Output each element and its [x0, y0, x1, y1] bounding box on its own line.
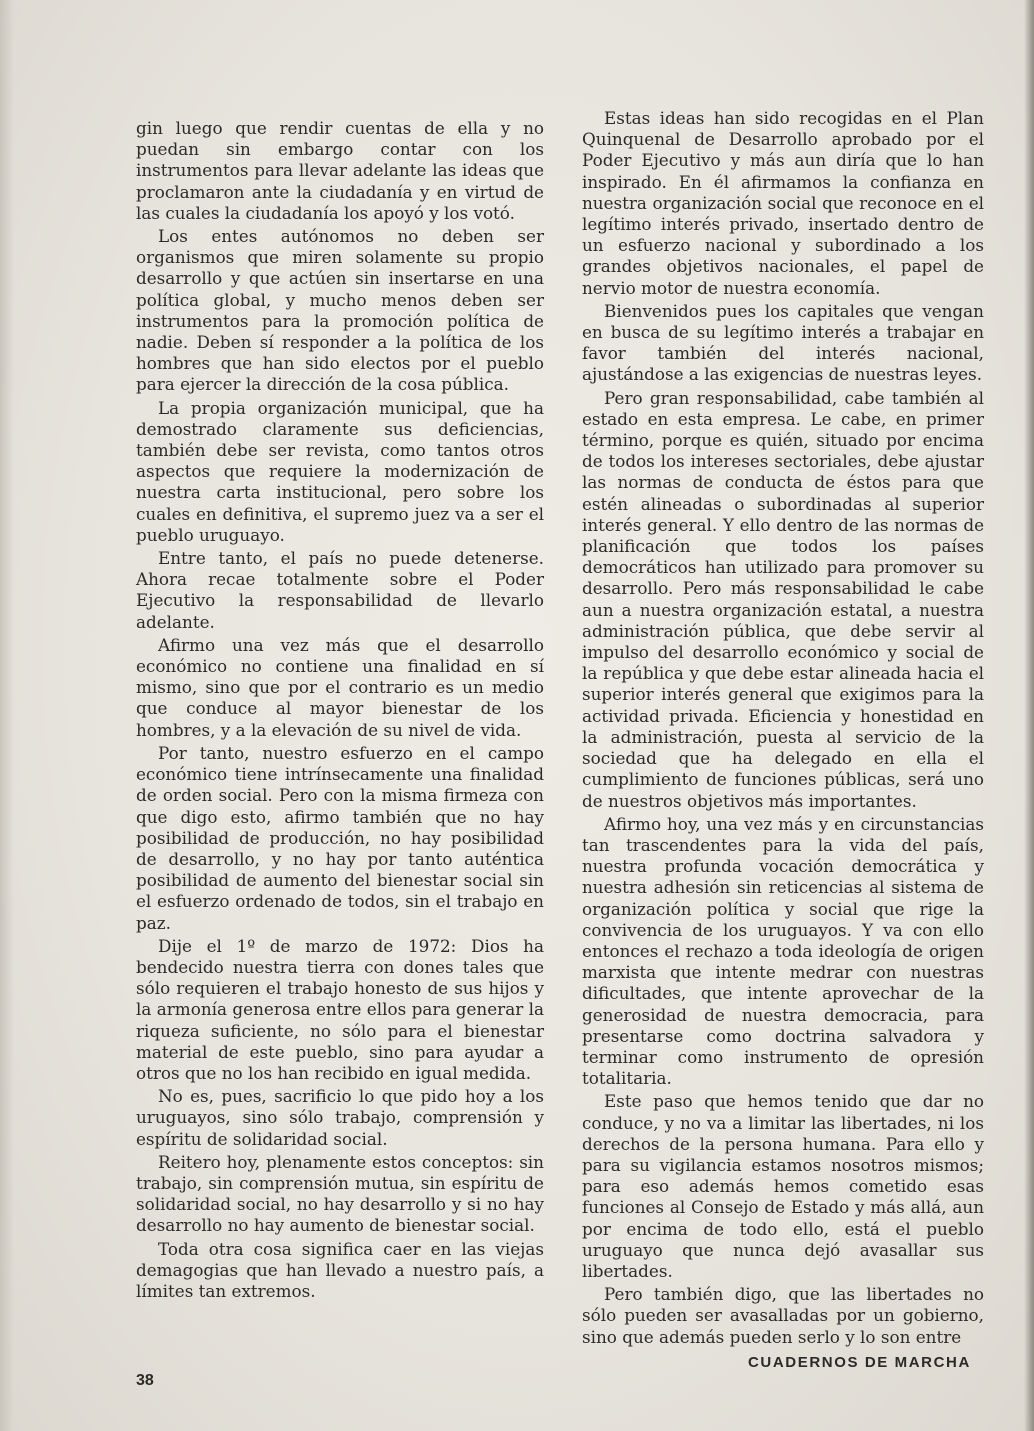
page-edge-shadow-right [1024, 0, 1034, 1431]
paragraph: Pero también digo, que las libertades no sólo pueden ser avasalladas por un gobierno, sino que además pueden serlo y lo son entre [582, 1284, 984, 1347]
paragraph: gin luego que rendir cuentas de ella y no puedan sin embargo contar con los instrumentos para llevar adelante las ideas que proclamaron ante la ciudadanía y en virtud de las cuales la ciudadanía los apoyó y los votó. [136, 118, 544, 223]
paragraph: Bienvenidos pues los capitales que vengan en busca de su legítimo interés a trabajar en favor también del interés nacional, ajustándose a las exigencias de nuestras leyes. [582, 300, 984, 385]
paragraph: Reitero hoy, plenamente estos conceptos: sin trabajo, sin comprensión mutua, sin espíritu de solidaridad social, no hay desarrollo y si no hay desarrollo no hay aumento de bienestar social. [136, 1151, 544, 1236]
paragraph: Pero gran responsabilidad, cabe también al estado en esta empresa. Le cabe, en primer término, porque es quién, situado por encima de todos los intereses sectoriales, debe ajustar las normas de conducta de éstos para que estén alineadas o subordinadas al superior interés general. Y ello dentro de las normas de planificación que todos los países democráticos han utilizado para promover su desarrollo. Pero más responsabilidad le cabe aun a nuestra organización estatal, a nuestra administración pública, que debe servir al impulso del desarrollo económico y social de la república y que debe estar alineada hacia el superior interés general que exigimos para la actividad privada. Eficiencia y honestidad en la administración, puesta al servicio de la sociedad que ha delegado en ella el cumplimiento de funciones públicas, será uno de nuestros objetivos más importantes. [582, 387, 984, 811]
right-text-column [582, 108, 984, 1350]
paragraph: Dije el 1º de marzo de 1972: Dios ha bendecido nuestra tierra con dones tales que sólo requieren el trabajo honesto de sus hijos y la armonía generosa entre ellos para generar la riqueza suficiente, no sólo para el bienestar material de este pueblo, sino para ayudar a otros que no los han recibido en igual medida. [136, 935, 544, 1083]
paragraph: Afirmo una vez más que el desarrollo económico no contiene una finalidad en sí mismo, sino que por el contrario es un medio que conduce al mayor bienestar de los hombres, y a la elevación de su nivel de vida. [136, 634, 544, 740]
left-text-column [136, 118, 544, 1304]
paragraph: La propia organización municipal, que ha demostrado claramente sus deficiencias, también debe ser revista, como tantos otros aspectos que requiere la modernización de nuestra carta institucional, pero sobre los cuales en definitiva, el supremo juez va a ser el pueblo uruguayo. [136, 397, 544, 545]
page-number: 38 [136, 1372, 154, 1389]
paragraph: Estas ideas han sido recogidas en el Plan Quinquenal de Desarrollo aprobado por el Poder Ejecutivo y más aun diría que lo han inspirado. En él afirmamos la confianza en nuestra organización social que reconoce en el legítimo interés privado, insertado dentro de un esfuerzo nacional y subordinado a los grandes objetivos nacionales, el papel de nervio motor de nuestra economía. [582, 108, 984, 298]
paragraph: Entre tanto, el país no puede detenerse. Ahora recae totalmente sobre el Poder Ejecutivo la responsabilidad de llevarlo adelante. [136, 548, 544, 632]
paragraph: Los entes autónomos no deben ser organismos que miren solamente su propio desarrollo y que actúen sin insertarse en una política global, y mucho menos deben ser instrumentos para la promoción política de nadie. Deben sí responder a la política de los hombres que han sido electos por el pueblo para ejercer la dirección de la cosa pública. [136, 226, 544, 395]
paragraph: Este paso que hemos tenido que dar no conduce, y no va a limitar las libertades, ni los derechos de la persona humana. Para ello y para su vigilancia estamos nosotros mismos; para eso además hemos cometido esas funciones al Consejo de Estado y más allá, aun por encima de todo ello, está el pueblo uruguayo que nunca dejó avasallar sus libertades. [582, 1091, 984, 1281]
page-edge-shadow-left [0, 0, 14, 1431]
paragraph: Por tanto, nuestro esfuerzo en el campo económico tiene intrínsecamente una finalidad de orden social. Pero con la misma firmeza con que digo esto, afirmo también que no hay posibilidad de producción, no hay posibilidad de desarrollo, y no hay por tanto auténtica posibilidad de aumento del bienestar social sin el esfuerzo ordenado de todos, sin el trabajo en paz. [136, 742, 544, 933]
paragraph: Afirmo hoy, una vez más y en circunstancias tan trascendentes para la vida del país, nuestra profunda vocación democrática y nuestra adhesión sin reticencias al sistema de organización política y social que rige la convivencia de los uruguayos. Y va con ello entonces el rechazo a toda ideología de origen marxista que intente medrar con nuestras dificultades, que intente aprovechar de la generosidad de nuestra democracia, para presentarse como doctrina salvadora y terminar como instrumento de opresión totalitaria. [582, 813, 984, 1089]
paragraph: No es, pues, sacrificio lo que pido hoy a los uruguayos, sino sólo trabajo, comprensión y espíritu de solidaridad social. [136, 1086, 544, 1149]
publication-footer: CUADERNOS DE MARCHA [748, 1354, 971, 1371]
paragraph: Toda otra cosa significa caer en las viejas demagogias que han llevado a nuestro país, a límites tan extremos. [136, 1238, 544, 1301]
